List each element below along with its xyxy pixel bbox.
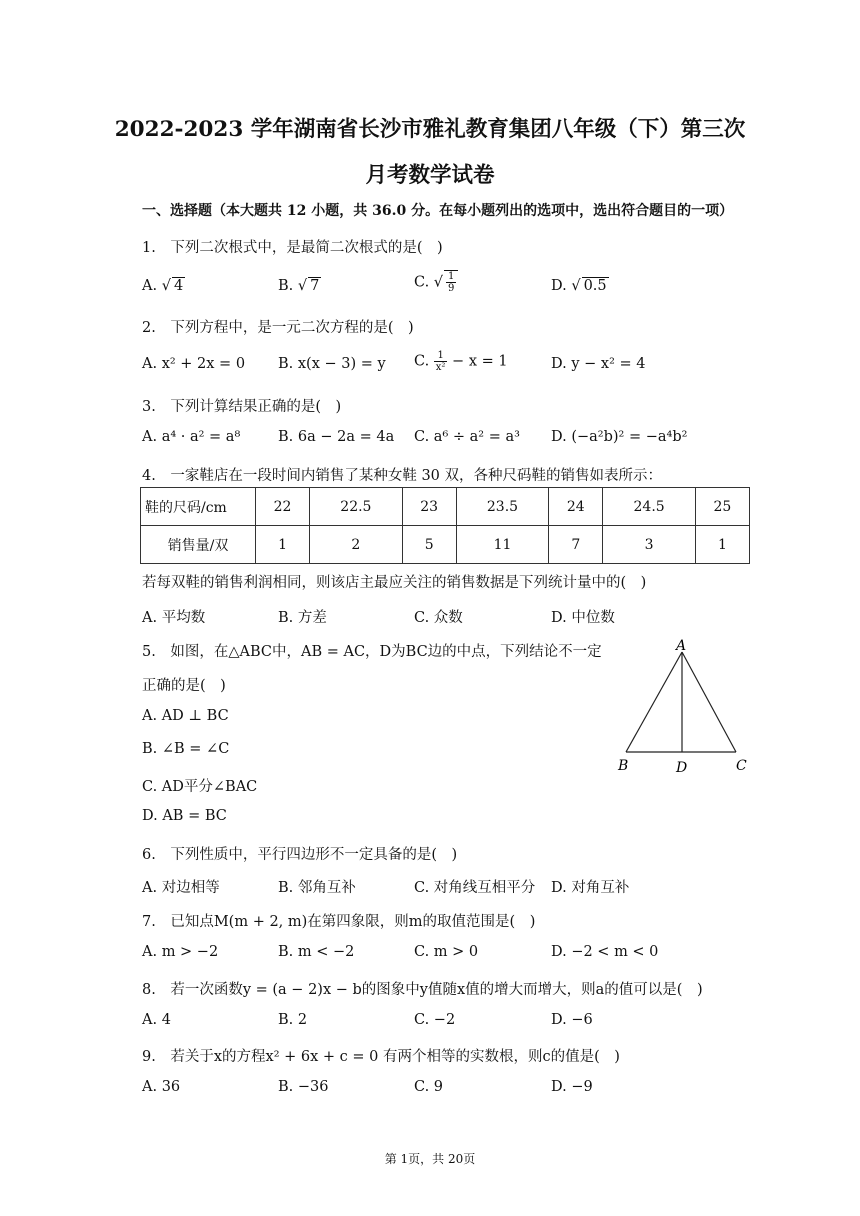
- question-9: 9. 若关于x的方程x² + 6x + c = 0 有两个相等的实数根，则c的值是( ): [142, 1049, 620, 1065]
- question-4-prompt: 若每双鞋的销售利润相同，则该店主最应关注的销售数据是下列统计量中的( ): [142, 575, 647, 591]
- question-8: 8. 若一次函数y = (a − 2)x − b的图象中y值随x值的增大而增大，则a的值可以是( ): [142, 982, 703, 998]
- q1-option-b: B. √ 7: [278, 278, 320, 294]
- q3-option-d: D. (−a²b)² = −a⁴b²: [551, 429, 688, 445]
- page-footer: 第 1页，共 20页: [384, 1152, 476, 1166]
- q6-option-c: C. 对角线互相平分: [414, 880, 536, 896]
- table-cell: 1: [256, 526, 310, 564]
- q6-option-d: D. 对角互补: [551, 880, 630, 896]
- point-label-d: D: [676, 760, 688, 776]
- exam-title-line1: 2022-2023 学年湖南省长沙市雅礼教育集团八年级（下）第三次: [114, 117, 746, 142]
- q5-option-a: A. AD ⊥ BC: [142, 708, 229, 724]
- table-row-sales: [141, 526, 750, 564]
- q4-option-c: C. 众数: [414, 610, 463, 626]
- q7-option-d: D. −2 < m < 0: [551, 944, 659, 960]
- table-cell: 24: [549, 488, 603, 526]
- q7-option-c: C. m > 0: [414, 944, 479, 960]
- shoe-sales-table: [140, 487, 750, 564]
- q4-option-d: D. 中位数: [551, 610, 615, 626]
- q8-option-d: D. −6: [551, 1012, 593, 1028]
- table-cell: 5: [402, 526, 456, 564]
- q5-option-d: D. AB = BC: [142, 808, 227, 824]
- q8-option-a: A. 4: [142, 1012, 171, 1028]
- table-cell: 22: [256, 488, 310, 526]
- table-cell: 2: [310, 526, 402, 564]
- table-cell: 23: [402, 488, 456, 526]
- table-cell: 25: [695, 488, 749, 526]
- table-cell: 1: [695, 526, 749, 564]
- section-heading: 一、选择题（本大题共 12 小题，共 36.0 分。在每小题列出的选项中，选出符合题目的一项）: [142, 203, 734, 219]
- q7-option-a: A. m > −2: [142, 944, 219, 960]
- vertex-label-b: B: [618, 758, 629, 774]
- triangle-abc-figure: [612, 636, 762, 776]
- table-cell: 11: [456, 526, 548, 564]
- question-5-cont: 正确的是( ): [142, 678, 226, 694]
- table-header-size: 鞋的尺码/cm: [141, 488, 256, 526]
- table-cell: 22.5: [310, 488, 402, 526]
- q4-option-b: B. 方差: [278, 610, 327, 626]
- q7-option-b: B. m < −2: [278, 944, 355, 960]
- q3-option-a: A. a⁴ · a² = a⁸: [142, 429, 241, 445]
- table-cell: 24.5: [603, 488, 695, 526]
- q6-option-a: A. 对边相等: [142, 880, 220, 896]
- q5-option-b: B. ∠B = ∠C: [142, 741, 230, 757]
- q9-option-b: B. −36: [278, 1079, 329, 1095]
- vertex-label-c: C: [736, 758, 747, 774]
- q2-option-a: A. x² + 2x = 0: [142, 356, 246, 372]
- q9-option-a: A. 36: [142, 1079, 181, 1095]
- question-6: 6. 下列性质中，平行四边形不一定具备的是( ): [142, 847, 458, 863]
- table-row-sizes: [141, 488, 750, 526]
- q3-option-c: C. a⁶ ÷ a² = a³: [414, 429, 520, 445]
- question-4: 4. 一家鞋店在一段时间内销售了某种女鞋 30 双，各种尺码鞋的销售如表所示：: [142, 468, 663, 484]
- q2-option-c: C. $\frac{1}{\text{x²}}$ − x = 1: [414, 350, 508, 373]
- q1-option-c: C. √ $\frac{1}{9}$: [414, 270, 458, 294]
- question-1: 1. 下列二次根式中，是最简二次根式的是( ): [142, 240, 443, 256]
- table-cell: 3: [603, 526, 695, 564]
- q3-option-b: B. 6a − 2a = 4a: [278, 429, 395, 445]
- exam-title-line2: 月考数学试卷: [365, 163, 495, 188]
- table-cell: 7: [549, 526, 603, 564]
- q1-option-a: A. √ 4: [142, 278, 184, 294]
- q5-option-c: C. AD平分∠BAC: [142, 779, 258, 795]
- q4-option-a: A. 平均数: [142, 610, 206, 626]
- vertex-label-a: A: [676, 638, 687, 654]
- q9-option-d: D. −9: [551, 1079, 593, 1095]
- q2-option-b: B. x(x − 3) = y: [278, 356, 386, 372]
- question-7: 7. 已知点M(m + 2, m)在第四象限，则m的取值范围是( ): [142, 914, 536, 930]
- q8-option-c: C. −2: [414, 1012, 456, 1028]
- q8-option-b: B. 2: [278, 1012, 308, 1028]
- question-2: 2. 下列方程中，是一元二次方程的是( ): [142, 320, 414, 336]
- table-header-sales: 销售量/双: [141, 526, 256, 564]
- q2-option-d: D. y − x² = 4: [551, 356, 646, 372]
- question-3: 3. 下列计算结果正确的是( ): [142, 399, 342, 415]
- q6-option-b: B. 邻角互补: [278, 880, 356, 896]
- q9-option-c: C. 9: [414, 1079, 444, 1095]
- table-cell: 23.5: [456, 488, 548, 526]
- q1-option-d: D. √ 0.5: [551, 278, 607, 294]
- question-5: 5. 如图，在△ABC中，AB = AC，D为BC边的中点，下列结论不一定: [142, 644, 602, 660]
